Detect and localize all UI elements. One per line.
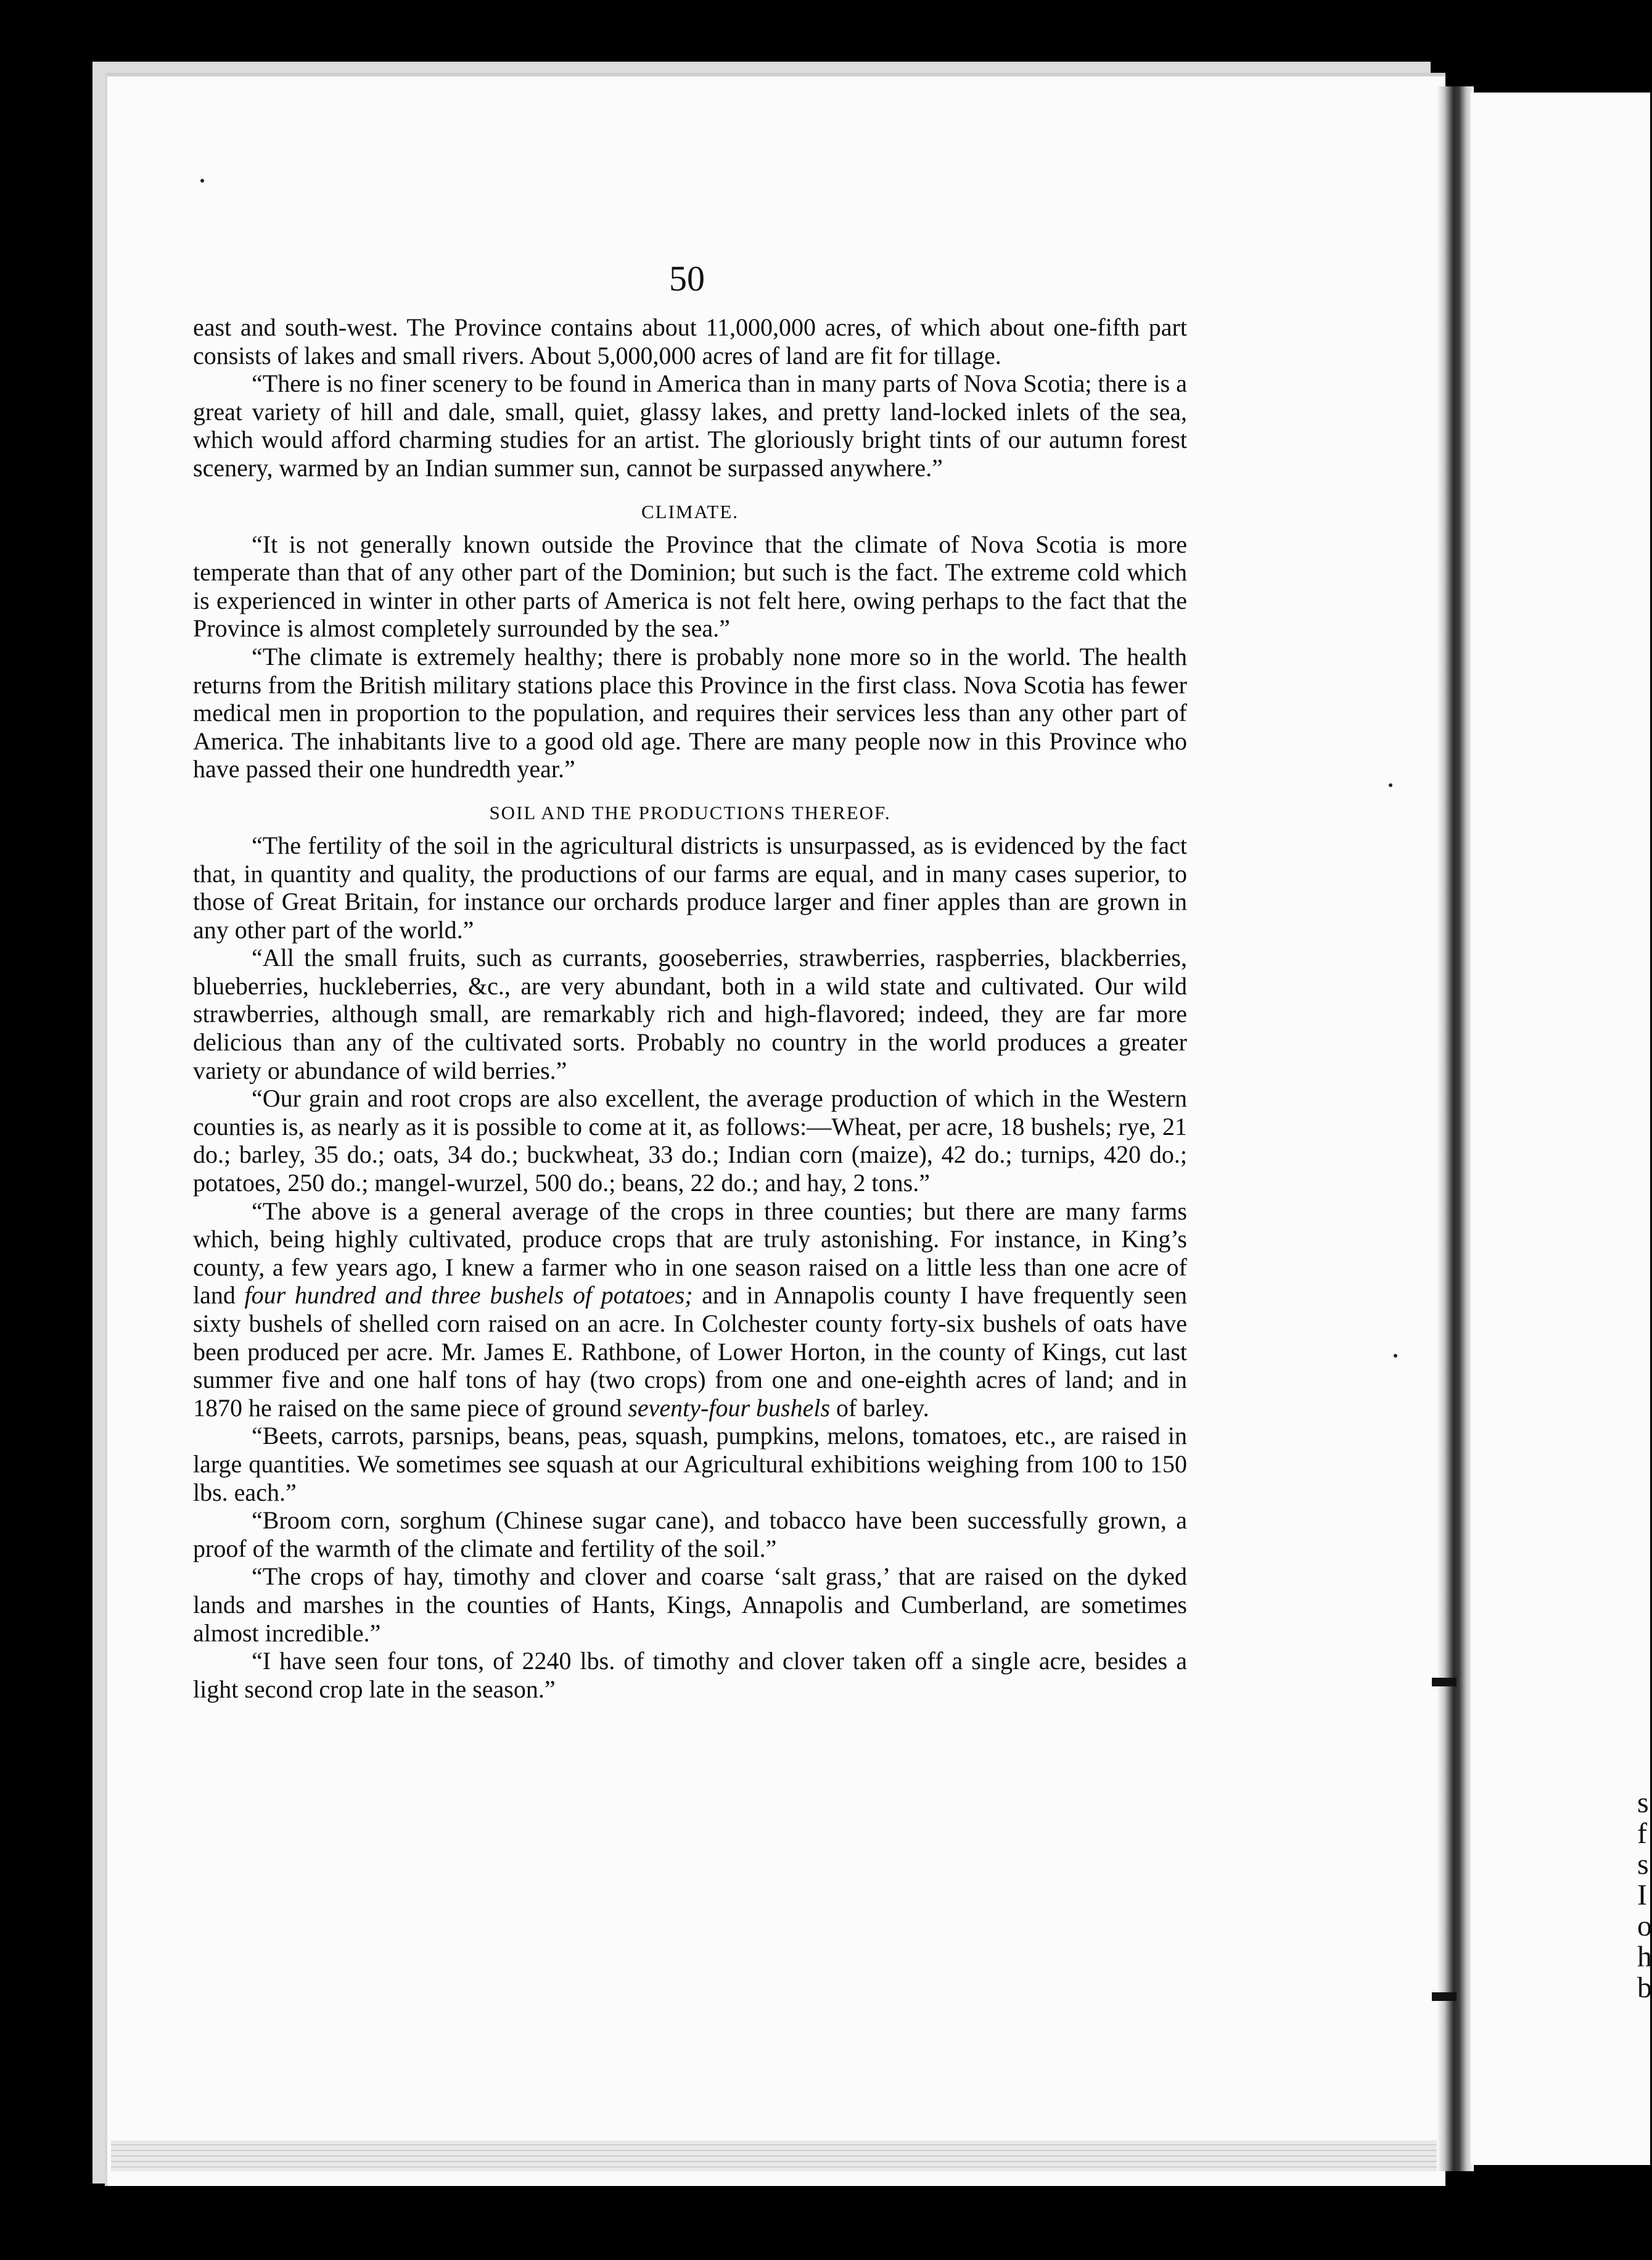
paragraph: “The crops of hay, timothy and clover and coarse ‘salt grass,’ that are raised on the dyked lands and marshes in the counties of Hants, Kings, Annapolis and Cumberland, are sometimes almost incredible.” (193, 1562, 1187, 1647)
paragraph: “The climate is extremely healthy; there is probably none more so in the world. The health returns from the British military stations place this Province in the first class. Nova Scotia has fewer medical men in proportion to the population, and requires their services less than any other part of America. The inhabitants live to a good old age. There are many people now in this Province who have passed their one hundredth year.” (193, 642, 1187, 783)
emphasis-text: seventy-four bushels (628, 1393, 831, 1422)
page-number: 50 (669, 258, 705, 299)
paragraph: “There is no finer scenery to be found in America than in many parts of Nova Scotia; there is a great variety of hill and dale, small, quiet, glassy lakes, and pretty land-locked inlets of the sea, which would afford charming studies for an artist. The gloriously bright tints of our autumn forest scenery, warmed by an Indian summer sun, cannot be surpassed anywhere.” (193, 369, 1187, 482)
facing-page-letter: I (1637, 1879, 1647, 1912)
paragraph: “All the small fruits, such as currants, gooseberries, strawberries, raspberries, blackberries, blueberries, huckleberries, &c., are very abundant, both in a wild state and cultivated. Our wild strawberries, although small, are remarkably rich and high-flavored; indeed, they are far more delicious than any of the cultivated sorts. Probably no country in the world produces a greater variety or abundance of wild berries.” (193, 944, 1187, 1084)
section-heading-climate: CLIMATE. (641, 500, 739, 522)
facing-page (1471, 93, 1650, 2165)
paragraph-text: and in Annapolis county I have frequently seen sixty bushels of shelled corn raised on an acre. In Colchester county forty-six bushels of oats have been produced per acre. Mr. James E. Rathbone, of Lower Horton, in the county of Kings, cut last summer five and one half tons of hay (two crops) from one and one-eighth acres of land; and in 1870 he raised on the same piece of ground (193, 1281, 1187, 1422)
paragraph: “Beets, carrots, parsnips, beans, peas, squash, pumpkins, melons, tomatoes, etc., are raised in large quantities. We sometimes see squash at our Agricultural exhibitions weighing from 100 to 150 lbs. each.” (193, 1422, 1187, 1506)
facing-page-letter: f (1637, 1817, 1647, 1850)
paragraph: “Broom corn, sorghum (Chinese sugar cane), and tobacco have been successfully grown, a proof of the warmth of the climate and fertility of the soil.” (193, 1506, 1187, 1562)
scan-speck (200, 179, 204, 183)
paragraph-text: of barley. (830, 1393, 929, 1422)
emphasis-text: four hundred and three bushels of potatoes; (244, 1281, 693, 1309)
page-edges (111, 2140, 1437, 2171)
paragraph: “The fertility of the soil in the agricultural districts is unsurpassed, as is evidenced by the fact that, in quantity and quality, the productions of our farms are equal, and in many cases superior, to those of Great Britain, for instance our orchards produce larger and finer apples than are grown in any other part of the world.” (193, 831, 1187, 944)
book-binding (1437, 86, 1474, 2171)
facing-page-letter: s (1637, 1848, 1649, 1881)
facing-page-letter: o (1637, 1910, 1652, 1942)
paragraph (193, 1197, 1187, 1422)
facing-page-letter: b (1637, 1971, 1652, 2004)
paragraph-text: “The above is a general average of the crops in three counties; but there are many farms which, being highly cultivated, produce crops that are truly astonishing. For instance, in King’s county, a few years ago, I knew a farmer who in one season raised on a little less than one acre of land (193, 1197, 1187, 1309)
paragraph: “I have seen four tons, of 2240 lbs. of timothy and clover taken off a single acre, besides a light second crop late in the season.” (193, 1647, 1187, 1703)
scan-speck (1394, 1354, 1397, 1358)
section-heading-soil: SOIL AND THE PRODUCTIONS THEREOF. (489, 801, 891, 823)
paragraph: east and south-west. The Province contains about 11,000,000 acres, of which about one-fifth part consists of lakes and small rivers. About 5,000,000 acres of land are fit for tillage. (193, 313, 1187, 369)
paragraph: “It is not generally known outside the Province that the climate of Nova Scotia is more temperate than that of any other part of the Dominion; but such is the fact. The extreme cold which is experienced in winter in other parts of America is not felt here, owing perhaps to the fact that the Province is almost completely surrounded by the sea.” (193, 530, 1187, 643)
page-body (193, 313, 1187, 1703)
binding-mark (1432, 1678, 1457, 1686)
binding-mark (1432, 1992, 1457, 2001)
scan-speck (1389, 783, 1392, 787)
paragraph: “Our grain and root crops are also excellent, the average production of which in the Western counties is, as nearly as it is possible to come at it, as follows:—Wheat, per acre, 18 bushels; rye, 21 do.; barley, 35 do.; oats, 34 do.; buckwheat, 33 do.; Indian corn (maize), 42 do.; turnips, 420 do.; potatoes, 250 do.; mangel-wurzel, 500 do.; beans, 22 do.; and hay, 2 tons.” (193, 1084, 1187, 1197)
facing-page-letter: h (1637, 1940, 1652, 1973)
facing-page-letter: s (1637, 1786, 1649, 1819)
